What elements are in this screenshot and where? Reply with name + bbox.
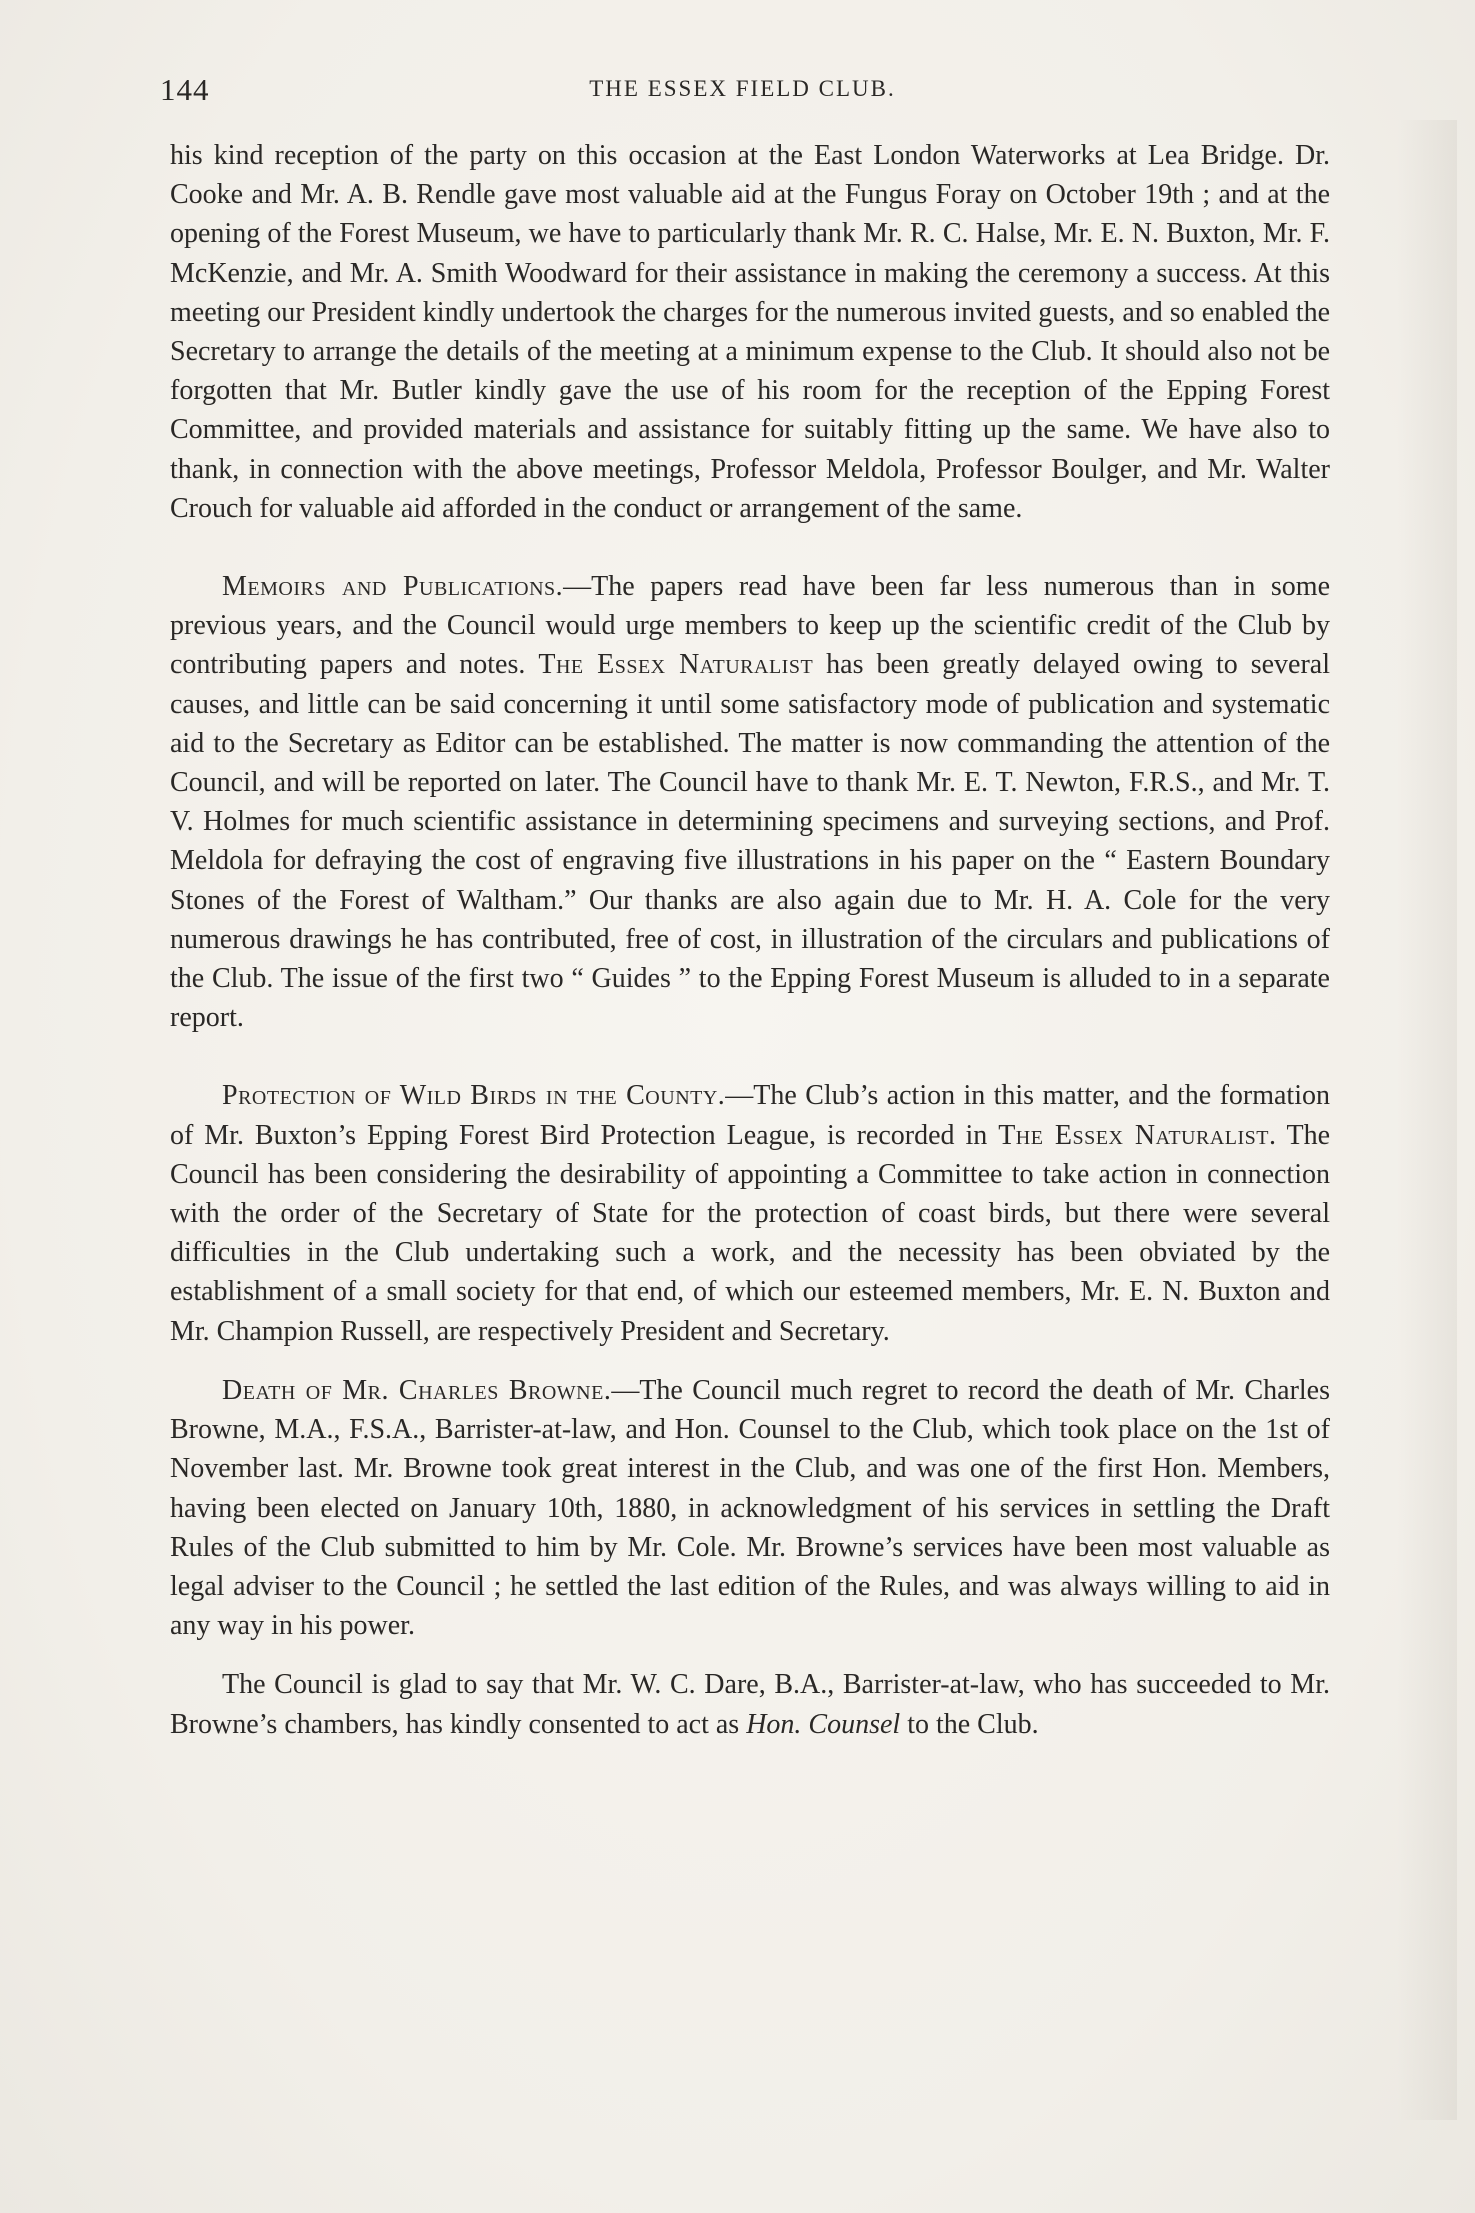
paragraph-continuation: his kind reception of the party on this occasion at the East London Waterworks at Lea Bridge. Dr. Cooke and Mr. A. B. Rendle gave most valuable aid at the Fungus Foray on October 19th ; and at the opening of the Forest Museum, we have to particularly thank Mr. R. C. Halse, Mr. E. N. Buxton, Mr. F. McKenzie, and Mr. A. Smith Woodward for their assistance in making the ceremony a success. At this meeting our President kindly undertook the charges for the numerous invited guests, and so enabled the Secretary to arrange the details of the meeting at a minimum expense to the Club. It should also not be forgotten that Mr. Butler kindly gave the use of his room for the reception of the Epping Forest Committee, and provided materials and assistance for suitably fitting up the same. We have also to thank, in connection with the above meetings, Professor Meldola, Professor Boulger, and Mr. Walter Crouch for valuable aid afforded in the conduct or arrangement of the same. bbox=[170, 140, 1330, 524]
paragraph-wild-birds-text-a: —The Club’s action in this matter, and the formation of Mr. Buxton’s Epping Forest Bird Protection League, is recorded in bbox=[170, 1080, 1330, 1151]
section-heading-death-browne: Death of Mr. Charles Browne. bbox=[222, 1374, 612, 1406]
paragraph-wild-birds-text-b: . The Council has been considering the desirability of appointing a Committee to take action in connection with the order of the Secretary of State for the protection of coast birds, but there were several difficulties in the Club undertaking such a work, and the necessity has been obviated by the establishment of a small society for that end, of which our esteemed members, Mr. E. N. Buxton and Mr. Champion Russell, are respectively President and Secretary. bbox=[170, 1119, 1330, 1347]
journal-title: The Essex Naturalist bbox=[538, 649, 814, 681]
paragraph-wild-birds bbox=[170, 1076, 1330, 1350]
paragraph-dare-end: to the Club. bbox=[900, 1708, 1039, 1740]
section-heading-wild-birds: Protection of Wild Birds in the County. bbox=[222, 1080, 726, 1112]
running-head: THE ESSEX FIELD CLUB. bbox=[589, 76, 896, 101]
body-text bbox=[170, 136, 1330, 1744]
paragraph-death-browne bbox=[170, 1371, 1330, 1645]
section-heading-memoirs: Memoirs and Publications. bbox=[222, 571, 564, 603]
page-header bbox=[160, 72, 1325, 112]
paragraph-death-browne-text: —The Council much regret to record the death of Mr. Charles Browne, M.A., F.S.A., Barrister-at-law, and Hon. Counsel to the Club, which took place on the 1st of November last. Mr. Browne took great interest in the Club, and was one of the first Hon. Members, having been elected on January 10th, 1880, in acknowledgment of his services in settling the Draft Rules of the Club submitted to him by Mr. Cole. Mr. Browne’s services have been most valuable as legal adviser to the Council ; he settled the last edition of the Rules, and was always willing to aid in any way in his power. bbox=[170, 1374, 1330, 1642]
journal-title: The Essex Naturalist bbox=[998, 1119, 1270, 1151]
paragraph-memoirs-text-b: has been greatly delayed owing to several causes, and little can be said concerning it until some satisfactory mode of publication and systematic aid to the Secretary as Editor can be established. The matter is now commanding the attention of the Council, and will be reported on later. The Council have to thank Mr. E. T. Newton, F.R.S., and Mr. T. V. Holmes for much scientific assistance in determining specimens and surveying sections, and Prof. Meldola for defraying the cost of engraving five illustrations in his paper on the “ Eastern Boundary Stones of the Forest of Waltham.” Our thanks are also again due to Mr. H. A. Cole for the very numerous drawings he has contributed, free of cost, in illustration of the circulars and publications of the Club. The issue of the first two “ Guides ” to the Epping Forest Museum is alluded to in a separate report. bbox=[170, 649, 1331, 1034]
paragraph-memoirs bbox=[170, 567, 1330, 1037]
paragraph-dare bbox=[170, 1665, 1330, 1743]
page-edge-shadow bbox=[1397, 120, 1457, 2120]
page-number: 144 bbox=[160, 72, 210, 107]
paragraph-memoirs-text-a: —The papers read have been far less numerous than in some previous years, and the Council would urge members to keep up the scientific credit of the Club by contributing papers and notes. bbox=[170, 571, 1331, 681]
paragraph-dare-text: The Council is glad to say that Mr. W. C. Dare, B.A., Barrister-at-law, who has succeeded to Mr. Browne’s chambers, has kindly consented to act as bbox=[170, 1669, 1330, 1740]
hon-counsel-italic: Hon. Counsel bbox=[746, 1708, 901, 1740]
